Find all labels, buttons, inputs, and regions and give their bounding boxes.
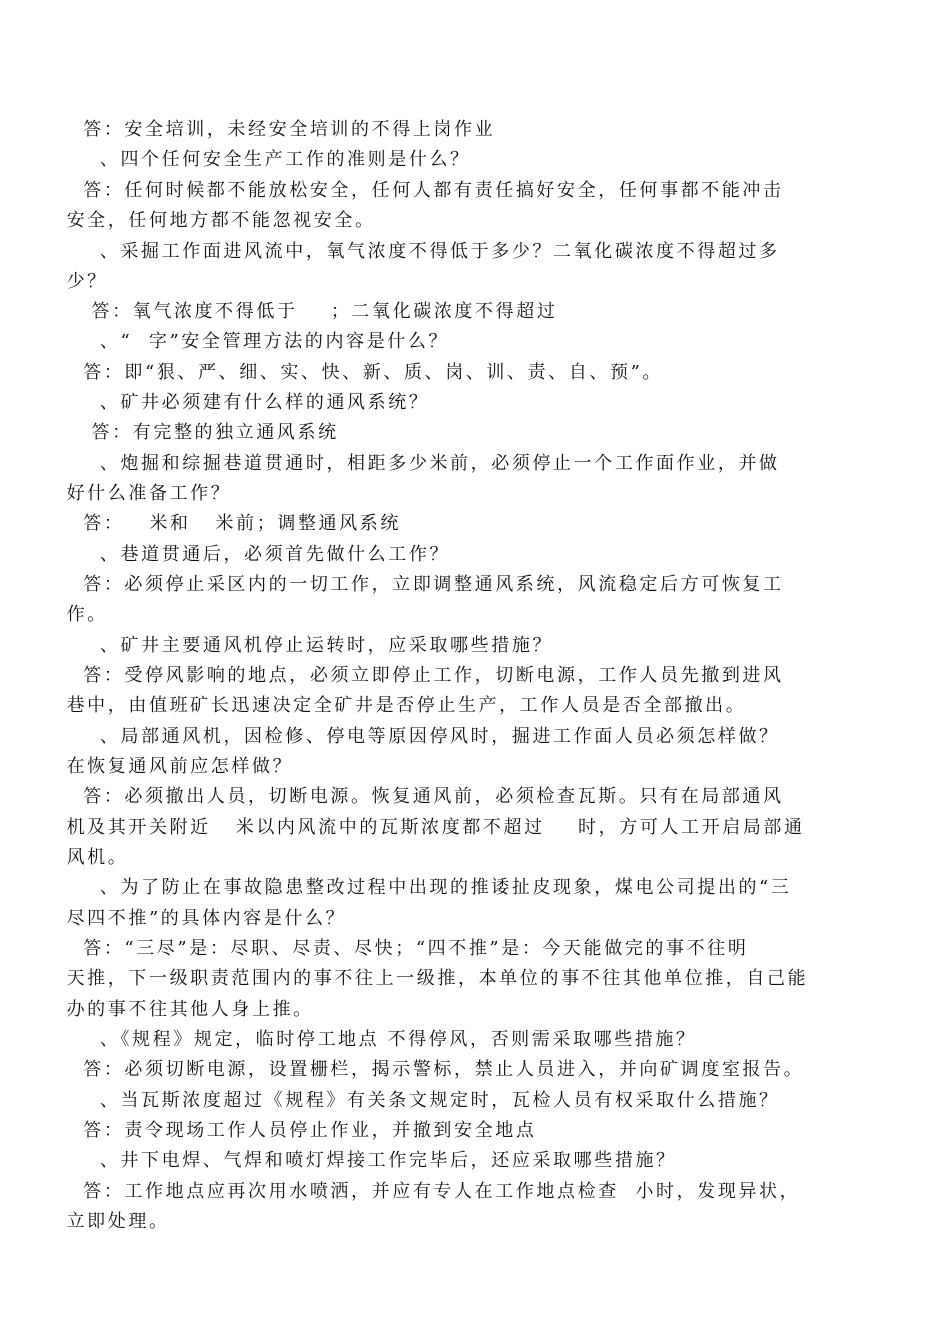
answer-line: 答：有完整的独立通风系统	[0, 422, 339, 443]
question-line: 、矿井主要通风机停止运转时，应采取哪些措施？	[0, 635, 554, 656]
question-continuation-line: 尽四不推”的具体内容是什么？	[0, 908, 347, 929]
answer-line: 答：“三尽”是：尽职、尽责、尽快；“四不推”是：今天能做完的事不往明	[0, 938, 749, 959]
answer-continuation-line: 巷中，由值班矿长迅速决定全矿井是否停止生产，工作人员是否全部撤出。	[0, 695, 747, 716]
answer-continuation-line: 天推，下一级职责范围内的事不往上一级推，本单位的事不往其他单位推，自己能	[0, 968, 809, 989]
question-line: 、四个任何安全生产工作的准则是什么？	[0, 149, 471, 170]
question-line: 、当瓦斯浓度超过《规程》有关条文规定时，瓦检人员有权采取什么措施？	[0, 1090, 780, 1111]
answer-line: 答：工作地点应再次用水喷洒，并应有专人在工作地点检查 小时，发现异状，	[0, 1181, 801, 1202]
answer-continuation-line: 立即处理。	[0, 1211, 170, 1232]
answer-continuation-line: 风机。	[0, 847, 129, 868]
question-line: 、“ 字”安全管理方法的内容是什么？	[0, 331, 450, 352]
answer-continuation-line: 安全，任何地方都不能忽视安全。	[0, 210, 376, 231]
answer-line: 答：责令现场工作人员停止作业，并撤到安全地点	[0, 1120, 537, 1141]
answer-line: 答：必须停止采区内的一切工作，立即调整通风系统，风流稳定后方可恢复工	[0, 574, 784, 595]
answer-line: 答：安全培训，未经安全培训的不得上岗作业	[0, 119, 496, 140]
question-line: 、矿井必须建有什么样的通风系统？	[0, 392, 430, 413]
question-line: 、巷道贯通后，必须首先做什么工作？	[0, 544, 451, 565]
question-line: 、炮掘和综掘巷道贯通时，相距多少米前，必须停止一个工作面作业，并做	[0, 453, 780, 474]
answer-continuation-line: 办的事不往其他人身上推。	[0, 999, 314, 1020]
answer-line: 答：必须撤出人员，切断电源。恢复通风前，必须检查瓦斯。只有在局部通风	[0, 786, 784, 807]
question-line: 、为了防止在事故隐患整改过程中出现的推诿扯皮现象，煤电公司提出的“三	[0, 877, 792, 898]
question-line: 、《规程》规定，临时停工地点 不得停风，否则需采取哪些措施？	[0, 1029, 697, 1050]
answer-line: 答：即“狠、严、细、实、快、新、质、岗、训、责、自、预”。	[0, 362, 664, 383]
answer-continuation-line: 机及其开关附近 米以内风流中的瓦斯浓度都不超过 时，方可人工开启局部通	[0, 817, 805, 838]
answer-line: 答：受停风影响的地点，必须立即停止工作，切断电源，工作人员先撤到进风	[0, 665, 784, 686]
question-line: 、井下电焊、气焊和喷灯焊接工作完毕后，还应采取哪些措施？	[0, 1150, 677, 1171]
question-continuation-line: 少？	[0, 271, 108, 292]
answer-line: 答： 米和 米前；调整通风系统	[0, 513, 401, 534]
answer-line: 答：任何时候都不能放松安全，任何人都有责任搞好安全，任何事都不能冲击	[0, 180, 784, 201]
question-continuation-line: 在恢复通风前应怎样做？	[0, 756, 294, 777]
answer-line: 答：必须切断电源，设置栅栏，揭示警标，禁止人员进入，并向矿调度室报告。	[0, 1059, 805, 1080]
answer-line: 答：氧气浓度不得低于 ；二氧化碳浓度不得超过	[0, 301, 558, 322]
question-line: 、局部通风机，因检修、停电等原因停风时，掘进工作面人员必须怎样做？	[0, 726, 780, 747]
question-continuation-line: 好什么准备工作？	[0, 483, 232, 504]
answer-continuation-line: 作。	[0, 604, 108, 625]
question-line: 、采掘工作面进风流中，氧气浓度不得低于多少？二氧化碳浓度不得超过多	[0, 241, 780, 262]
